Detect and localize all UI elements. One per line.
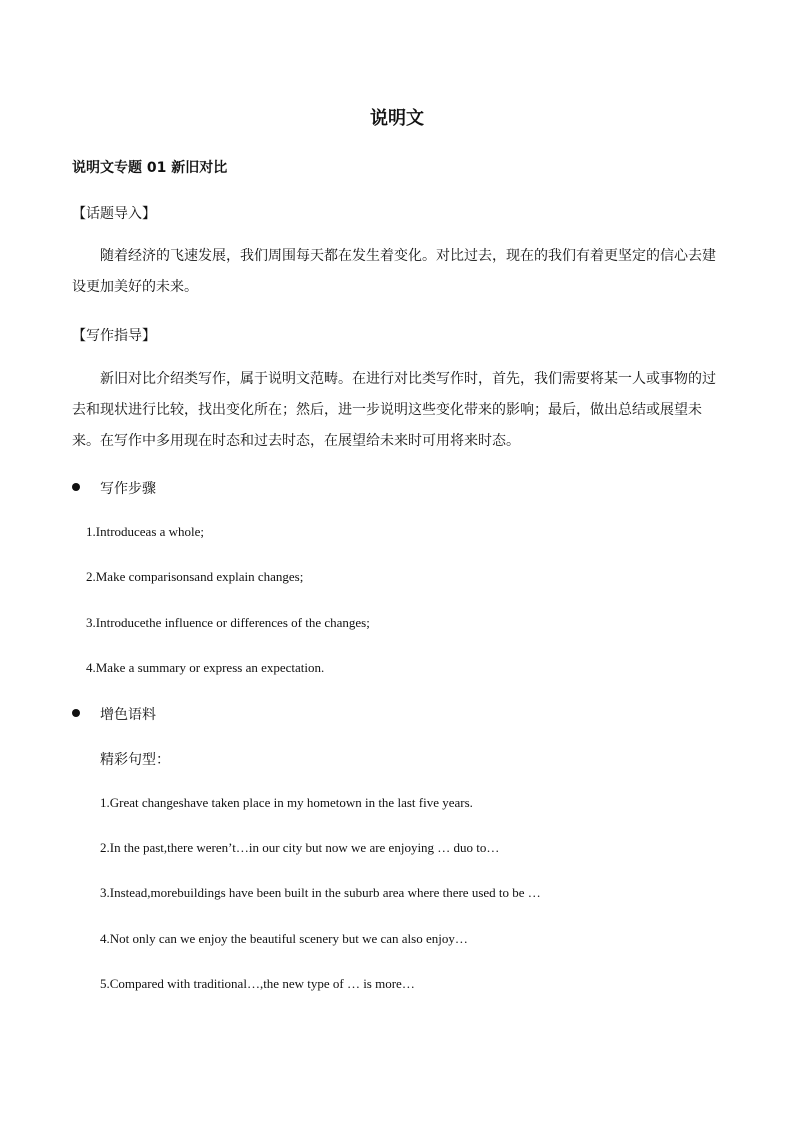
document-title: 说明文: [370, 108, 424, 129]
bullet-icon: [72, 483, 80, 491]
bullet-icon: [72, 709, 80, 717]
intro-heading: 【话题导入】: [72, 206, 156, 222]
sentence-item: 1.Great changeshave taken place in my hometown in the last five years.: [100, 795, 473, 810]
steps-label: 写作步骤: [100, 481, 156, 497]
material-label: 增色语料: [100, 707, 156, 723]
guide-paragraph: 新旧对比介绍类写作，属于说明文范畴。在进行对比类写作时，首先，我们需要将某一人或事物的过去和现状进行比较，找出变化所在；然后，进一步说明这些变化带来的影响；最后，做出总结或展望未来。在写作中多用现在时态和过去时态，在展望给未来时可用将来时态。: [72, 371, 716, 449]
sentence-item: 3.Instead,morebuildings have been built in the suburb area where there used to be …: [100, 885, 541, 900]
step-item: 3.Introducethe influence or differences of the changes;: [86, 615, 370, 630]
topic-heading: 说明文专题 01 新旧对比: [72, 160, 228, 176]
sentence-item: 4.Not only can we enjoy the beautiful scenery but we can also enjoy…: [100, 931, 468, 946]
step-item: 1.Introduceas a whole;: [86, 524, 205, 539]
step-item: 4.Make a summary or express an expectation.: [86, 660, 325, 675]
guide-heading: 【写作指导】: [72, 328, 156, 344]
sentence-pattern-label: 精彩句型：: [100, 752, 170, 768]
step-item: 2.Make comparisonsand explain changes;: [86, 569, 304, 584]
intro-paragraph: 随着经济的飞速发展，我们周围每天都在发生着变化。对比过去，现在的我们有着更坚定的信心去建设更加美好的未来。: [72, 248, 716, 295]
sentence-item: 2.In the past,there weren’t…in our city but now we are enjoying … duo to…: [100, 840, 500, 855]
sentence-item: 5.Compared with traditional…,the new type of … is more…: [100, 976, 415, 991]
